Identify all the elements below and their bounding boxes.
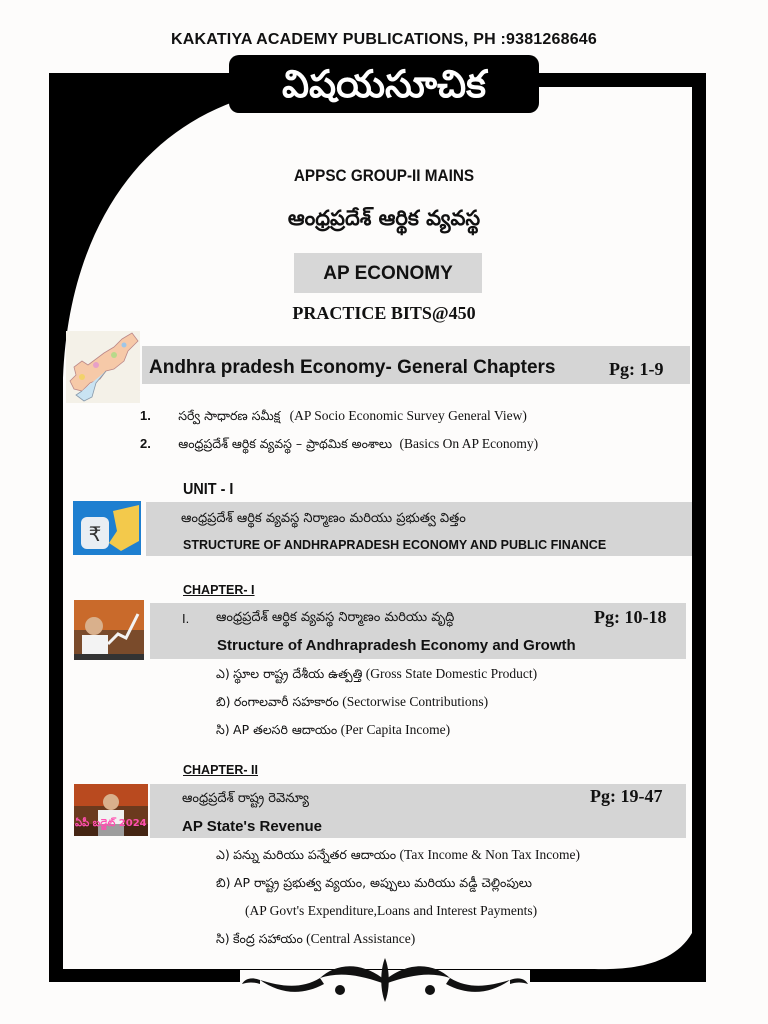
list-item: సి) AP తలసరి ఆదాయం (Per Capita Income) [216,722,451,737]
list-item: బి) AP రాష్ట్ర ప్రభుత్వ వ్యయం, అప్పులు మరియు వడ్డీ చెల్లింపులు [216,875,532,890]
chapter-2-english-title: AP State's Revenue [182,818,323,835]
practice-bits: PRACTICE BITS@450 [292,303,476,323]
budget-image-caption: ఏపీ బడ్జెట్ 2024 [75,818,147,829]
list-item: (AP Govt's Expenditure,Loans and Interest Payments) [245,903,538,918]
unit-english-title: STRUCTURE OF ANDHRAPRADESH ECONOMY AND PUBLIC FINANCE [183,538,607,552]
list-item: సి) కేంద్ర సహాయం (Central Assistance) [216,931,416,946]
chapter-1-label: CHAPTER- I [183,583,255,597]
chapter-1-telugu-title: ఆంధ్రప్రదేశ్ ఆర్థిక వ్యవస్థ నిర్మాణం మరియు వృద్ధి [216,610,455,625]
list-item: 1. సర్వే సాధారణ సమీక్ష (AP Socio Economic Survey General View) [140,408,527,423]
general-section-title: Andhra pradesh Economy- General Chapters [149,357,556,378]
exam-title: APPSC GROUP-II MAINS [293,166,475,185]
general-section-page: Pg: 1-9 [609,359,664,379]
publisher-line: KAKATIYA ACADEMY PUBLICATIONS, PH :9381268646 [171,31,597,48]
unit-label: UNIT - I [183,481,234,498]
chapter-2-label: CHAPTER- II [183,763,258,777]
unit-telugu-title: ఆంధ్రప్రదేశ్ ఆర్థిక వ్యవస్థ నిర్మాణం మరియు ప్రభుత్వ విత్తం [181,511,466,526]
ap-map-image [66,331,140,403]
chapter-1-page: Pg: 10-18 [594,607,667,627]
list-item: ఎ) స్థూల రాష్ట్ర దేశీయ ఉత్పత్తి (Gross State Domestic Product) [216,666,538,681]
list-item: బి) రంగాలవారీ సహకారం (Sectorwise Contributions) [216,694,489,709]
svg-text:₹: ₹ [88,522,102,546]
chapter-1-number: I. [182,611,190,626]
subject-telugu: ఆంధ్రప్రదేశ్ ఆర్థిక వ్యవస్థ [287,206,481,230]
chapter-1-image [74,600,144,660]
chapter-2-page: Pg: 19-47 [590,786,663,806]
chapter-1-english-title: Structure of Andhrapradesh Economy and Growth [217,637,576,654]
ornament-flourish [240,950,530,1010]
page-title: విషయసూచిక [229,55,539,113]
subject-english-box: AP ECONOMY [294,253,482,293]
list-item: ఎ) పన్ను మరియు పన్నేతర ఆదాయం (Tax Income & Non Tax Income) [216,847,580,862]
chapter-2-telugu-title: ఆంధ్రప్రదేశ్ రాష్ట్ర రెవెన్యూ [182,791,310,806]
rupee-map-image [73,501,141,555]
list-item: 2. ఆంధ్రప్రదేశ్ ఆర్థిక వ్యవస్థ – ప్రాథమిక అంశాలు (Basics On AP Economy) [140,436,539,451]
